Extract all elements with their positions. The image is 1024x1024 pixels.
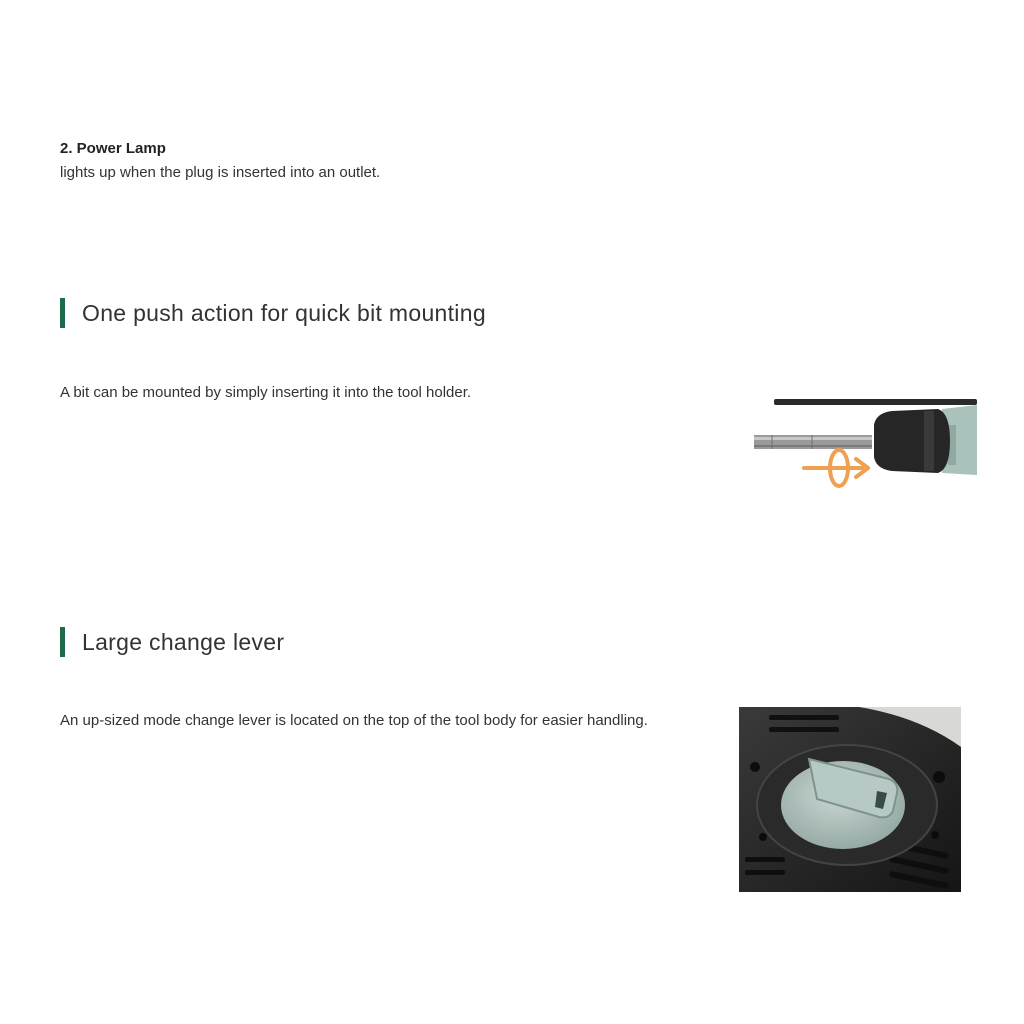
drill-chuck-bit-rotation-icon xyxy=(752,395,977,490)
section-heading-change-lever: Large change lever xyxy=(60,627,284,657)
section-heading-bit-mounting: One push action for quick bit mounting xyxy=(60,298,486,328)
section-description-bit-mounting: A bit can be mounted by simply inserting it into the tool holder. xyxy=(60,384,472,401)
power-lamp-description: lights up when the plug is inserted into an outlet. xyxy=(60,164,381,181)
mode-change-lever-photo xyxy=(739,707,961,892)
section-description-change-lever: An up-sized mode change lever is located on the top of the tool body for easier handling. xyxy=(60,712,648,729)
bit-mounting-image xyxy=(752,395,977,490)
power-lamp-title: 2. Power Lamp xyxy=(60,140,166,157)
change-lever-image xyxy=(739,707,961,892)
power-lamp-block xyxy=(60,138,660,186)
